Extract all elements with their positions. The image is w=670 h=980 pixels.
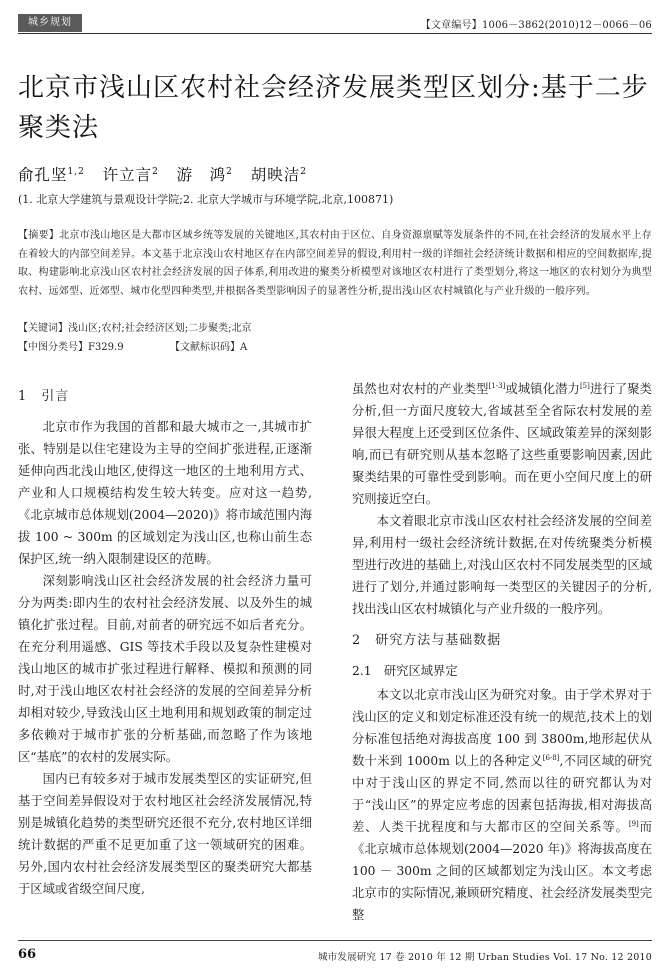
document-code: 【文献标识码】A <box>169 342 248 353</box>
page-number: 66 <box>18 947 37 962</box>
citation: [5] <box>579 381 590 390</box>
section-tag: 城乡规划 <box>18 14 82 32</box>
author-name: 胡映洁 <box>250 166 301 184</box>
paragraph: 本文以北京市浅山区为研究对象。由于学术界对于浅山区的定义和划定标准还没有统一的规范,技术上的划分标准包括绝对海拔高度 100 到 3800m,地形起伏从数十米到 1000m 以上的各种定义[6-8],不同区域的研究中对于浅山区的界定不同,然而以往的研究都认为对于“浅山区”的界定应考虑的因素包括海拔,相对海拔高差、人类干扰程度和与大都市区的空间关系等。[9]而《北京城市总体规划(2004—2020 年)》将海拔高度在 100 － 300m 之间的区域都划定为浅山区。本文考虑北京市的实际情况,兼顾研究精度、社会经济发展类型完整 <box>352 688 652 922</box>
section-heading: 2 研究方法与基础数据 <box>352 633 502 648</box>
page-footer <box>18 940 652 966</box>
paper-title: 北京市浅山区农村社会经济发展类型区划分:基于二步聚类法 <box>18 73 649 143</box>
author-affil-mark: 2 <box>300 166 307 177</box>
article-number: 【文章编号】1006－3862(2010)12－0066－06 <box>420 20 652 31</box>
author-affil-mark: 2 <box>152 166 159 177</box>
paragraph: 本文着眼北京市浅山区农村社会经济发展的空间差异,利用村一级社会经济统计数据,在对传统聚类分析模型进行改进的基础上,对浅山区农村不同发展类型的区域进行了划分,并通过影响每一类型区的关键因子的分析,找出浅山区农村城镇化与产业升级的一般序列。 <box>352 514 652 616</box>
author-name: 许立言 <box>102 166 153 184</box>
paragraph: 深刻影响浅山区社会经济发展的社会经济力量可分为两类:即内生的农村社会经济发展、以及外生的城镇化扩张过程。目前,对前者的研究远不如后者充分。在充分利用遥感、GIS 等技术手段以及复杂性建模对浅山地区的城市扩张过程进行解释、模拟和预测的同时,对于浅山地区农村社会经济的发展的空间差异分析却相对较少,导致浅山区土地利用和规划政策的制定过多依赖对于城市扩张的分析基础,而忽略了作为该地区“基底”的农村的发展实际。 <box>18 574 312 764</box>
author-affil-mark: 1,2 <box>67 166 85 177</box>
author-list <box>18 163 307 185</box>
citation: [9] <box>628 819 639 828</box>
left-column <box>18 378 312 900</box>
right-column <box>352 378 652 926</box>
section-heading: 1 引言 <box>18 389 70 404</box>
affiliation: (1. 北京大学建筑与景观设计学院;2. 北京大学城市与环境学院,北京,100871) <box>18 193 394 206</box>
citation: [6-8] <box>542 753 560 762</box>
abstract: 【摘要】北京市浅山地区是大都市区域乡统等发展的关键地区,其农村由于区位、自身资源禀赋等发展条件的不同,在社会经济的发展水平上存在着较大的内部空间差异。本文基于北京浅山农村地区存在内部空间差异的假设,利用村一级的详细社会经济统计数据和相应的空间数据库,提取、构建影响北京浅山区农村社会经济发展的因子体系,利用改进的聚类分析模型对该地区农村进行了类型划分,将这一地区的农村划分为典型农村、远郊型、近郊型、城市化型四种类型,并根据各类型影响因子的显著性分析,提出浅山区农村城镇化与产业升级的一般序列。 <box>18 230 652 297</box>
citation: [1-3] <box>488 381 506 390</box>
classification-line <box>18 338 247 353</box>
paragraph: 虽然也对农村的产业类型[1-3]或城镇化潜力[5]进行了聚类分析,但一方面尺度较大,省域甚至全省际农村发展的差异很大程度上还受到区位条件、区域政策差异的深刻影响,而已有研究则从基本忽略了这些重要影响因素,因此聚类结果的可靠性受到影响。而在更小空间尺度上的研究则接近空白。 <box>352 381 652 506</box>
keywords: 【关键词】浅山区;农村;社会经济区划;二步聚类;北京 <box>18 323 252 334</box>
paragraph: 北京市作为我国的首都和最大城市之一,其城市扩张、特别是以住宅建设为主导的空间扩张进程,正逐渐延伸向西北浅山地区,使得这一地区的土地利用方式、产业和人口规模结构发生较大转变。应对这一趋势,《北京城市总体规划(2004—2020)》将市域范围内海拔 100 ~ 300m 的区域划定为浅山区,也称山前生态保护区,统一纳入限制建设区的范畴。 <box>18 420 312 566</box>
author-affil-mark: 2 <box>226 166 233 177</box>
clc-number: 【中图分类号】F329.9 <box>18 342 124 353</box>
subsection-heading: 2.1 研究区域界定 <box>352 664 458 678</box>
author-name: 游 鸿 <box>176 166 227 184</box>
paragraph: 国内已有较多对于城市发展类型区的实证研究,但基于空间差异假设对于农村地区社会经济发展情况,特别是城镇化趋势的类型研究还很不充分,农村地区详细统计数据的严重不足更加重了这一领域研究的困难。另外,国内农村社会经济发展类型区的聚类研究大都基于区域或省级空间尺度, <box>18 772 312 896</box>
running-header <box>18 14 652 34</box>
author-name: 俞孔坚 <box>18 166 68 184</box>
journal-citation: 城市发展研究 17 卷 2010 年 12 期 Urban Studies Vol. 17 No. 12 2010 <box>318 952 652 963</box>
